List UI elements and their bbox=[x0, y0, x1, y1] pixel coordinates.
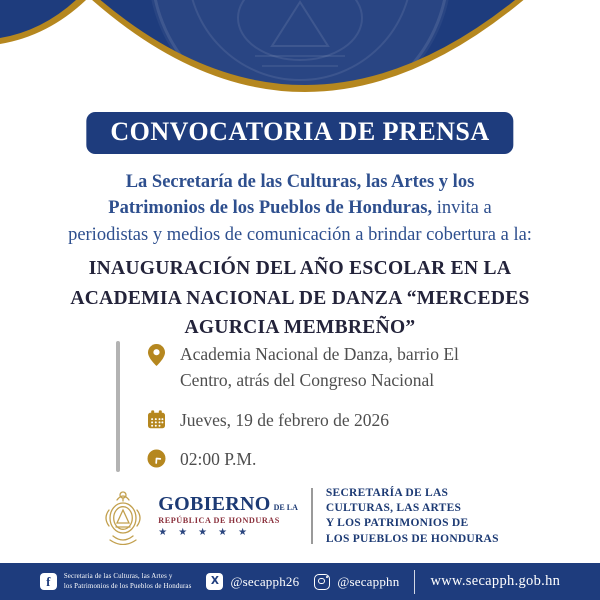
gobierno-word: GOBIERNO bbox=[158, 493, 271, 516]
detail-date-text: Jueves, 19 de febrero de 2026 bbox=[180, 409, 389, 430]
secretaria-line-2: CULTURAS, LAS ARTES bbox=[325, 502, 462, 515]
footer-bar bbox=[0, 563, 600, 600]
press-banner bbox=[86, 112, 513, 154]
intro-line-1: La Secretaría de las Culturas, las Artes y los bbox=[125, 172, 475, 192]
event-details bbox=[116, 341, 498, 472]
instagram-icon bbox=[314, 574, 330, 590]
detail-item-time bbox=[146, 446, 498, 472]
x-twitter-icon: X bbox=[206, 573, 223, 590]
secretaria-line-4: LOS PUEBLOS DE HONDURAS bbox=[325, 532, 499, 545]
calendar-icon bbox=[146, 410, 166, 429]
gobierno-dela: DE LA bbox=[273, 503, 298, 513]
website-link[interactable]: www.secapph.gob.hn bbox=[430, 573, 561, 589]
press-banner-label: CONVOCATORIA DE PRENSA bbox=[110, 117, 490, 146]
intro-line-3: periodistas y medios de comunicación a brindar cobertura a la: bbox=[68, 224, 532, 245]
x-twitter-link[interactable] bbox=[206, 573, 299, 590]
secretaria-line-3: Y LOS PATRIMONIOS DE bbox=[325, 517, 469, 530]
gobierno-logo-text bbox=[158, 494, 298, 538]
detail-item-date bbox=[146, 407, 498, 433]
detail-list bbox=[146, 341, 498, 472]
detail-time-text: 02:00 P.M. bbox=[180, 448, 257, 469]
facebook-label: Secretaria de las Culturas, las Artes y los Patrimonios de los Pueblos de Honduras bbox=[63, 572, 192, 590]
detail-item-location bbox=[146, 341, 498, 394]
honduras-coat-of-arms-icon bbox=[101, 487, 145, 545]
facebook-link[interactable] bbox=[40, 572, 192, 592]
event-title-line-3: AGURCIA MEMBREÑO” bbox=[184, 317, 416, 339]
header-arch bbox=[0, 0, 600, 120]
national-seal-watermark bbox=[148, 0, 452, 120]
logo-strip bbox=[0, 486, 600, 547]
clock-icon bbox=[146, 449, 166, 468]
footer-divider bbox=[414, 570, 415, 594]
instagram-link[interactable] bbox=[314, 574, 399, 590]
logo-divider bbox=[311, 488, 313, 544]
event-title-line-2: ACADEMIA NACIONAL DE DANZA “MERCEDES bbox=[70, 287, 530, 309]
intro-paragraph bbox=[28, 169, 572, 248]
detail-accent-bar bbox=[116, 341, 120, 472]
instagram-handle: @secapphn bbox=[337, 573, 400, 589]
location-pin-icon bbox=[146, 344, 166, 366]
secretaria-logo-text bbox=[326, 486, 499, 547]
intro-line-2: Patrimonios de los Pueblos de Honduras, invita a bbox=[108, 198, 492, 219]
detail-location-text: Academia Nacional de Danza, barrio El Centro, atrás del Congreso Nacional bbox=[180, 344, 459, 391]
x-handle: @secapph26 bbox=[230, 573, 300, 589]
gobierno-stars: ★★★★★ bbox=[158, 527, 259, 539]
facebook-icon: f bbox=[40, 573, 57, 590]
secretaria-line-1: SECRETARÍA DE LAS bbox=[325, 487, 449, 499]
event-title bbox=[50, 254, 550, 343]
event-title-line-1: INAUGURACIÓN DEL AÑO ESCOLAR EN LA bbox=[88, 258, 512, 279]
gobierno-republica: REPÚBLICA DE HONDURAS bbox=[158, 516, 280, 526]
